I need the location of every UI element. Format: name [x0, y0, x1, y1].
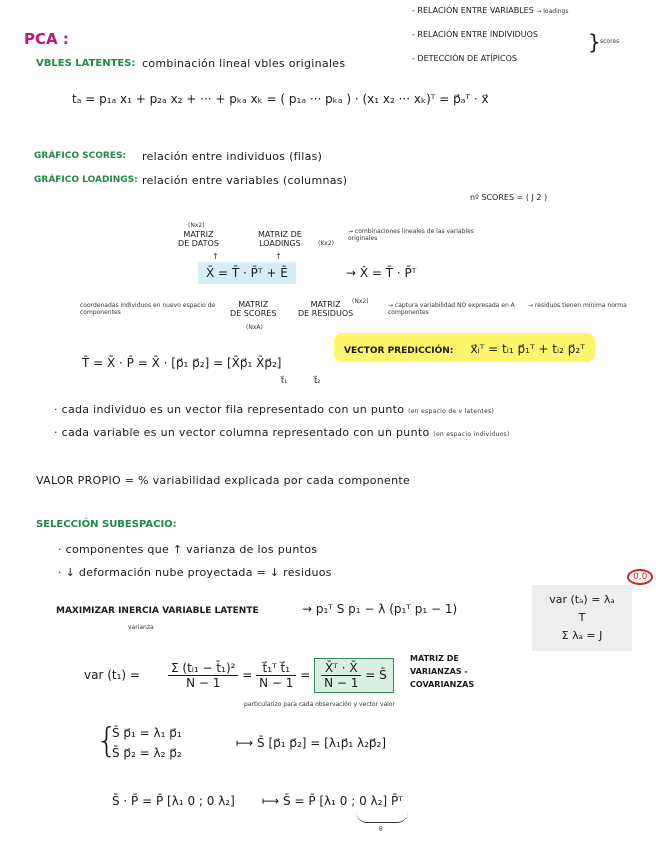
page-title: PCA :	[24, 30, 69, 48]
eigen-eq-1: S̄ p⃗₁ = λ₁ p⃗₁	[112, 726, 182, 740]
vector-prediccion-box	[334, 333, 595, 362]
coordenadas-note: coordenadas individuos en nuevo espacio de componentes	[80, 302, 216, 316]
loadings-note: → loadings	[536, 8, 569, 15]
bullet-relacion-variables: - RELACIÓN ENTRE VARIABLES → loadings	[412, 6, 569, 15]
nx2-res-label: (Nx2)	[352, 298, 369, 305]
covariance-box: $\frac{\text{X̄ᵀ · X̄}}{N - 1}$ = S̄	[314, 658, 394, 693]
nx2-top: (Nx2)	[188, 222, 205, 229]
loadings-label: GRÁFICO LOADINGS:	[34, 175, 138, 185]
matriz-loadings-label: MATRIZ DE LOADINGS	[258, 230, 302, 248]
matriz-datos-label: MATRIZ DE DATOS	[178, 230, 219, 248]
maximizar-label: MAXIMIZAR INERCIA VARIABLE LATENTE	[56, 606, 259, 616]
nxa-label: (NxA)	[246, 324, 263, 331]
bullet-deteccion-atipicos: - DETECCIÓN DE ATÍPICOS	[412, 54, 517, 63]
seleccion-label: SELECCIÓN SUBESPACIO:	[36, 519, 177, 530]
eigen-final-rhs: ⟼ S̄ = P̄ [λ₁ 0 ; 0 λ₂] P̄ᵀ	[262, 794, 403, 808]
badge-00: 0,0	[627, 564, 653, 583]
t-formula: T̄ = X̄ · P̄ = X̄ · [p⃗₁ p⃗₂] = [X̄p⃗₁ X̄p⃗₂]	[82, 356, 282, 370]
maximizar-note: varianza	[128, 624, 154, 631]
latentes-text: combinación lineal vbles originales	[142, 57, 346, 70]
var-box-line-2: T	[578, 611, 586, 624]
bullet-relacion-individuos: - RELACIÓN ENTRE INDIVIDUOS	[412, 30, 538, 39]
decomposition-equation: X̄ = T̄ · P̄ᵀ + Ē	[206, 266, 288, 280]
var-fractions: $\frac{\text{Σ (tᵢ₁ − t̄₁)²}}{N - 1}$ = $\frac{\text{t⃗₁ᵀ t⃗₁}}{N - 1}$ = $\frac{\text{X̄ᵀ · X̄}}{N - 1}$ = S̄	[168, 658, 394, 693]
observation-2: · cada variable es un vector columna representado con un punto (en espacio individuos)	[54, 426, 510, 439]
t-sub-2: t⃗₂	[314, 376, 321, 385]
decomposition-box	[198, 262, 296, 284]
fraction-2: $\frac{\text{t⃗₁ᵀ t⃗₁}}{N - 1}$	[256, 661, 296, 690]
scores-label: GRÁFICO SCORES:	[34, 151, 127, 161]
arrow-down-loadings: ↑	[275, 252, 282, 261]
n-scores: nº SCORES = ( J 2 )	[470, 193, 548, 202]
right-brace: }	[588, 30, 601, 54]
t-sub-1: t⃗₁	[281, 376, 288, 385]
latent-formula: tₐ = p₁ₐ x₁ + p₂ₐ x₂ + ··· + pₖₐ xₖ = ( p₁ₐ ··· pₖₐ ) · (x₁ x₂ ··· xₖ)ᵀ = p⃗ₐᵀ · x⃗	[72, 92, 489, 106]
arrow-down-datos: ↑	[212, 252, 219, 261]
var-box-line-3: Σ λₐ = J	[561, 629, 603, 642]
matriz-residuos-label: MATRIZ DE RESIDUOS	[298, 300, 354, 318]
eigen-implies-1: ⟼ S̄ [p⃗₁ p⃗₂] = [λ₁p⃗₁ λ₂p⃗₂]	[236, 736, 387, 750]
scores-note: scores	[600, 38, 620, 45]
hat-equation: → X̂ = T̄ · P̄ᵀ	[346, 266, 417, 280]
left-brace: {	[96, 721, 118, 761]
var-box-line-1: var (tₐ) = λₐ	[549, 593, 615, 606]
kx2-label: (Kx2)	[318, 240, 334, 247]
latentes-label: VBLES LATENTES:	[36, 58, 136, 69]
observation-1: · cada individuo es un vector fila representado con un punto (en espacio de v latentes)	[54, 403, 495, 416]
var-t1-lhs: var (t₁) =	[84, 668, 140, 682]
residuos-note: → residuos tienen mínima norma	[528, 302, 627, 309]
var-box	[532, 585, 632, 651]
vector-prediccion-label: VECTOR PREDICCIÓN:	[344, 346, 454, 356]
particularizo-note: particularizo para cada observación y vector valor	[244, 701, 395, 708]
eigen-eq-2: S̄ p⃗₂ = λ₂ p⃗₂	[112, 746, 182, 760]
underbrace	[356, 812, 408, 823]
fraction-1: $\frac{\text{Σ (tᵢ₁ − t̄₁)²}}{N - 1}$	[168, 661, 238, 690]
loadings-text: relación entre variables (columnas)	[142, 174, 348, 187]
seleccion-item-1: · componentes que ↑ varianza de los puntos	[58, 543, 318, 556]
valor-propio: VALOR PROPIO = % variabilidad explicada por cada componente	[36, 474, 411, 487]
matriz-varianzas-label: MATRIZ DE VARIANZAS - COVARIANZAS	[410, 654, 475, 689]
fraction-3: $\frac{\text{X̄ᵀ · X̄}}{N - 1}$	[321, 661, 361, 690]
scores-text: relación entre individuos (filas)	[142, 150, 323, 163]
captura-note: → captura variabilidad NO expresada en A componentes	[388, 302, 515, 316]
seleccion-item-2: · ↓ deformación nube proyectada = ↓ residuos	[58, 566, 332, 579]
vector-prediccion-formula: x⃗ᵢᵀ = tᵢ₁ p⃗₁ᵀ + tᵢ₂ p⃗₂ᵀ	[470, 342, 585, 356]
maximizar-formula: → p₁ᵀ S p₁ − λ (p₁ᵀ p₁ − 1)	[302, 602, 458, 616]
eigen-final-lhs: S̄ · P̄ = P̄ [λ₁ 0 ; 0 λ₂]	[112, 794, 235, 808]
matriz-scores-label: MATRIZ DE SCORES	[230, 300, 277, 318]
theta-label: θ	[379, 826, 383, 833]
combinaciones-note: → combinaciones lineales de las variables originales	[348, 228, 474, 242]
